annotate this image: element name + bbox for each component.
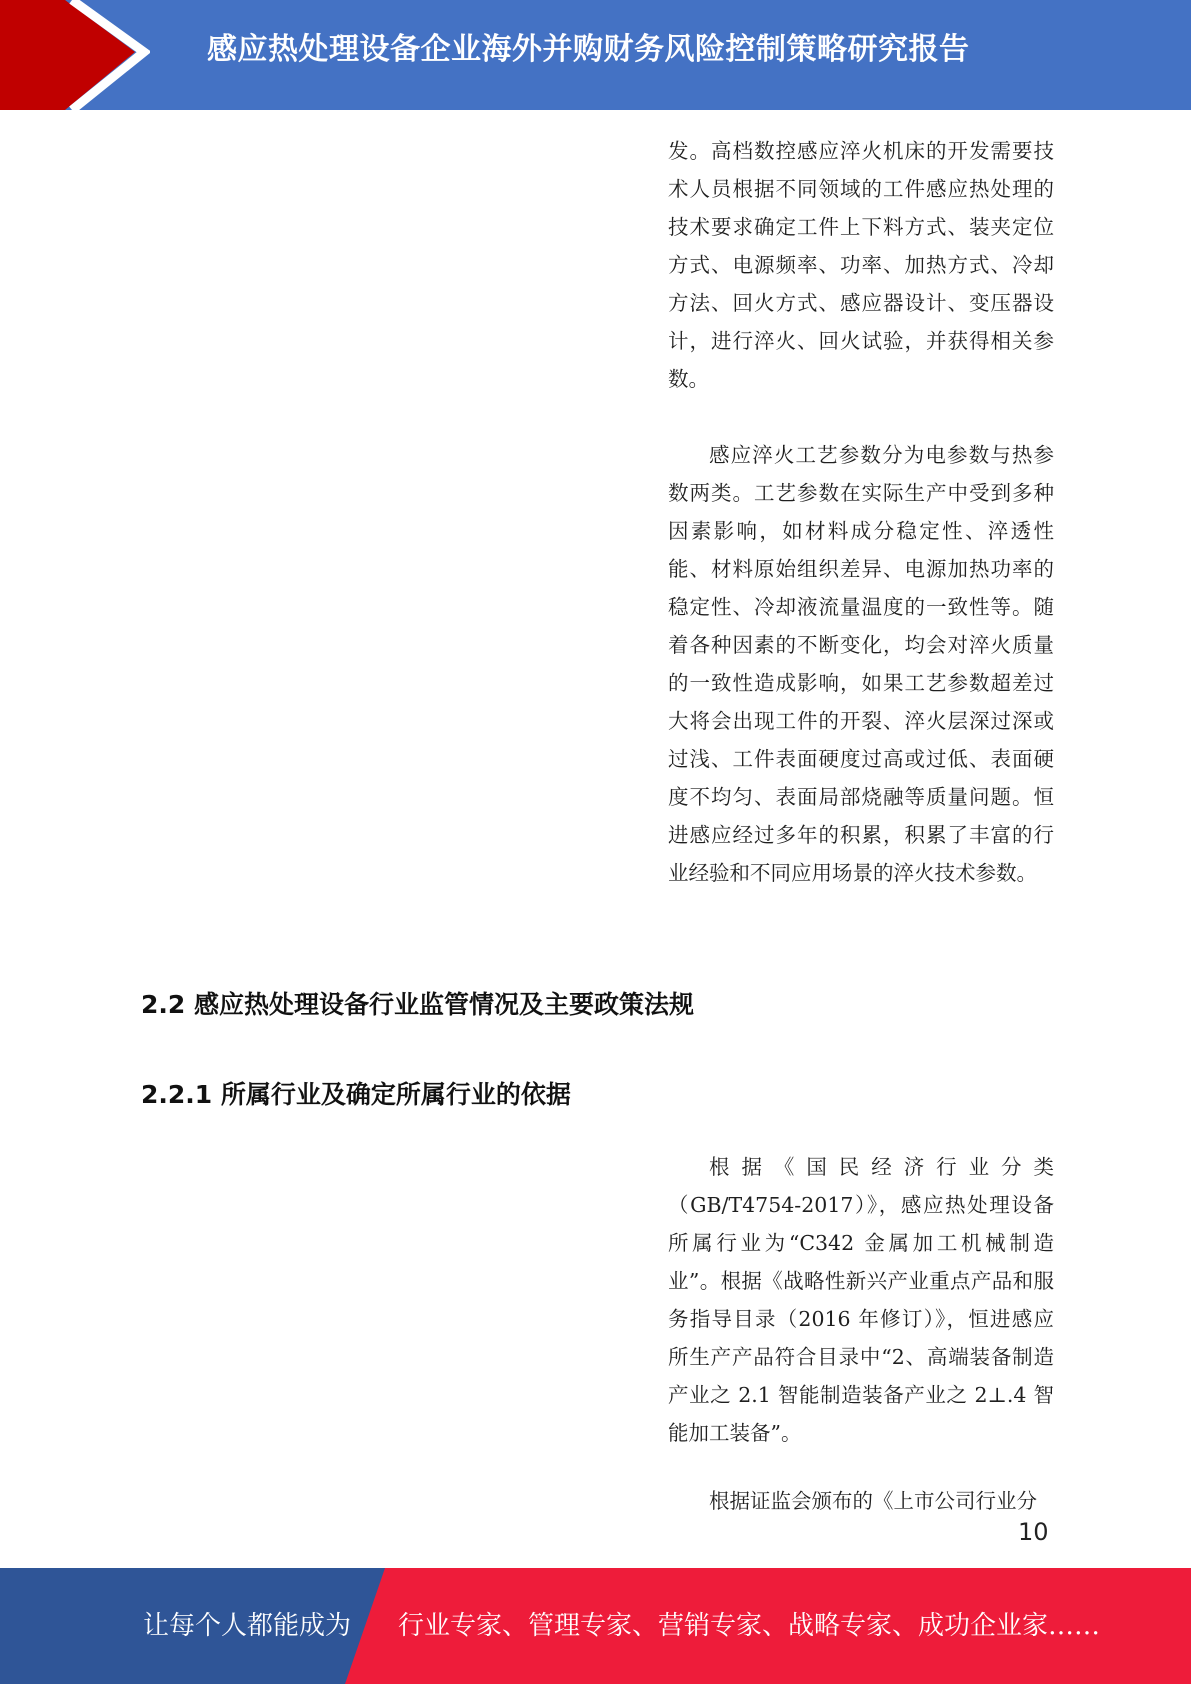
section-heading-2-2-1: 2.2.1 所属行业及确定所属行业的依据 [141,1080,571,1109]
paragraph-process-parameters: 感应淬火工艺参数分为电参数与热参数两类。工艺参数在实际生产中受到多种因素影响，如材料成分稳定性、淬透性能、材料原始组织差异、电源加热功率的稳定性、冷却液流量温度的一致性等。随着各种因素的不断变化，均会对淬火质量的一致性造成影响，如果工艺参数超差过大将会出现工件的开裂、淬火层深过深或过浅、工件表面硬度过高或过低、表面硬度不均匀、表面局部烧融等质量问题。恒进感应经过多年的积累，积累了丰富的行业经验和不同应用场景的淬火技术参数。 [668,443,1054,885]
text-column-bottom [668,1148,1054,1520]
section-heading-2-2: 2.2 感应热处理设备行业监管情况及主要政策法规 [141,990,694,1019]
report-title: 感应热处理设备企业海外并购财务风险控制策略研究报告 [207,32,970,67]
footer-bar [0,1568,1191,1684]
footer-slogan-right: 行业专家、管理专家、营销专家、战略专家、成功企业家…… [398,1611,1101,1641]
page-number: 10 [1018,1518,1049,1546]
paragraph-csrc-classification: 根据证监会颁布的《上市公司行业分 [709,1489,1037,1513]
paragraph-process-development: 发。高档数控感应淬火机床的开发需要技术人员根据不同领域的工件感应热处理的技术要求确定工件上下料方式、装夹定位方式、电源频率、功率、加热方式、冷却方法、回火方式、感应器设计、变压器设计，进行淬火、回火试验，并获得相关参数。 [668,139,1054,391]
header-bar [0,0,1191,110]
header-arrow-decoration [0,0,150,110]
text-column-top [668,132,1054,892]
footer-slogan-left: 让每个人都能成为 [143,1611,352,1641]
paragraph-industry-classification: 根据《国民经济行业分类（GB/T4754-2017）》，感应热处理设备所属行业为“C342 金属加工机械制造业”。根据《战略性新兴产业重点产品和服务指导目录（2016 年修订）》，恒进感应所生产产品符合目录中“2、高端装备制造产业之 2.1 智能制造装备产业之 2⊥.4 智能加工装备”。 [668,1155,1054,1445]
